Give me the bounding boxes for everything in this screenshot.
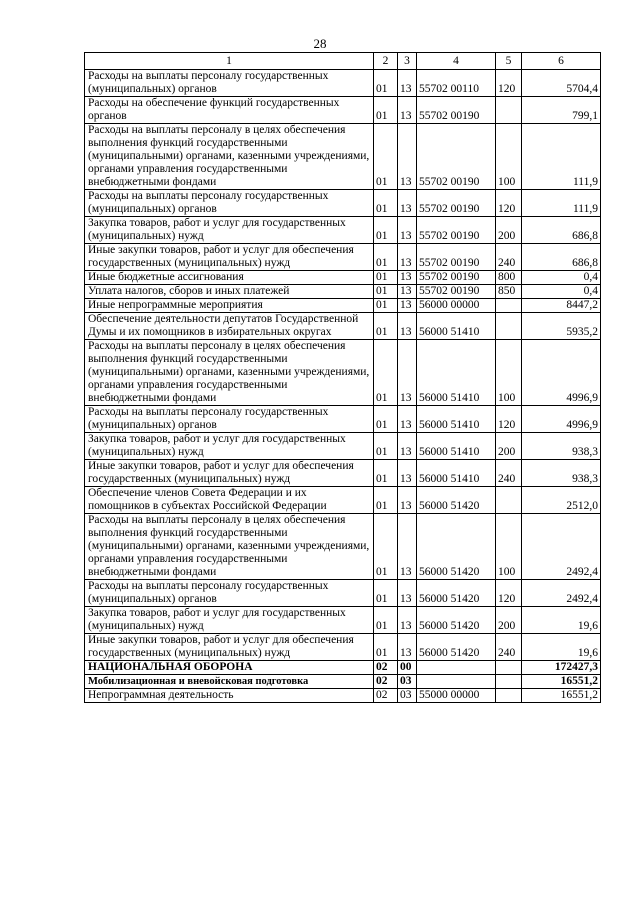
expense-type-code-cell [496, 689, 522, 703]
expense-type-code-cell: 240 [496, 460, 522, 487]
expense-type-code-cell: 100 [496, 124, 522, 190]
amount-cell: 111,9 [522, 190, 601, 217]
item-name-cell: Расходы на выплаты персоналу в целях обеспечения выполнения функций государственными (муниципальными) органами, казенными учреждениями, органами управления государственными внебюджетными фондами [85, 124, 374, 190]
item-name-cell: Мобилизационная и вневойсковая подготовка [85, 675, 374, 689]
target-article-code-cell: 55702 00110 [417, 70, 496, 97]
target-article-code-cell: 56000 51410 [417, 340, 496, 406]
table-row [85, 675, 601, 689]
amount-cell: 2492,4 [522, 580, 601, 607]
section-code-cell: 01 [374, 299, 398, 313]
table-row [85, 340, 601, 406]
subsection-code-cell: 13 [398, 124, 417, 190]
target-article-code-cell: 55702 00190 [417, 124, 496, 190]
subsection-code-cell: 13 [398, 634, 417, 661]
section-code-cell: 01 [374, 244, 398, 271]
table-row [85, 190, 601, 217]
table-row [85, 580, 601, 607]
amount-cell: 0,4 [522, 285, 601, 299]
target-article-code-cell: 56000 51420 [417, 634, 496, 661]
amount-cell: 8447,2 [522, 299, 601, 313]
budget-table [84, 52, 601, 703]
expense-type-code-cell: 120 [496, 580, 522, 607]
table-row [85, 607, 601, 634]
table-row [85, 433, 601, 460]
subsection-code-cell: 13 [398, 340, 417, 406]
page-number: 28 [313, 36, 327, 51]
item-name-cell: Расходы на выплаты персоналу в целях обеспечения выполнения функций государственными (муниципальными) органами, казенными учреждениями, органами управления государственными внебюджетными фондами [85, 514, 374, 580]
table-row [85, 661, 601, 675]
expense-type-code-cell: 200 [496, 607, 522, 634]
item-name-cell: Иные закупки товаров, работ и услуг для обеспечения государственных (муниципальных) нужд [85, 460, 374, 487]
table-header-row [85, 53, 601, 70]
table-row [85, 406, 601, 433]
table-row [85, 271, 601, 285]
section-code-cell: 02 [374, 675, 398, 689]
table-row [85, 460, 601, 487]
item-name-cell: Иные закупки товаров, работ и услуг для обеспечения государственных (муниципальных) нужд [85, 634, 374, 661]
subsection-code-cell: 13 [398, 244, 417, 271]
subsection-code-cell: 00 [398, 661, 417, 675]
section-code-cell: 01 [374, 580, 398, 607]
table-row [85, 124, 601, 190]
target-article-code-cell: 56000 51420 [417, 580, 496, 607]
expense-type-code-cell: 800 [496, 271, 522, 285]
amount-cell: 16551,2 [522, 675, 601, 689]
expense-type-code-cell: 240 [496, 244, 522, 271]
item-name-cell: Закупка товаров, работ и услуг для государственных (муниципальных) нужд [85, 433, 374, 460]
section-code-cell: 01 [374, 313, 398, 340]
item-name-cell: Обеспечение деятельности депутатов Государственной Думы и их помощников в избирательных округах [85, 313, 374, 340]
expense-type-code-cell: 100 [496, 514, 522, 580]
item-name-cell: Закупка товаров, работ и услуг для государственных (муниципальных) нужд [85, 217, 374, 244]
amount-cell: 19,6 [522, 607, 601, 634]
section-code-cell: 01 [374, 460, 398, 487]
target-article-code-cell: 56000 00000 [417, 299, 496, 313]
target-article-code-cell: 55702 00190 [417, 190, 496, 217]
expense-type-code-cell: 120 [496, 406, 522, 433]
expense-type-code-cell: 850 [496, 285, 522, 299]
header-cell-1: 1 [85, 53, 374, 70]
subsection-code-cell: 13 [398, 97, 417, 124]
subsection-code-cell: 03 [398, 689, 417, 703]
header-cell-6: 6 [522, 53, 601, 70]
item-name-cell: Обеспечение членов Совета Федерации и их помощников в субъектах Российской Федерации [85, 487, 374, 514]
section-code-cell: 02 [374, 661, 398, 675]
subsection-code-cell: 13 [398, 285, 417, 299]
target-article-code-cell: 56000 51420 [417, 514, 496, 580]
expense-type-code-cell: 120 [496, 190, 522, 217]
subsection-code-cell: 13 [398, 271, 417, 285]
expense-type-code-cell: 200 [496, 217, 522, 244]
item-name-cell: Иные непрограммные мероприятия [85, 299, 374, 313]
table-row [85, 487, 601, 514]
target-article-code-cell: 55000 00000 [417, 689, 496, 703]
table-row [85, 514, 601, 580]
section-code-cell: 01 [374, 634, 398, 661]
target-article-code-cell: 56000 51410 [417, 460, 496, 487]
amount-cell: 5935,2 [522, 313, 601, 340]
target-article-code-cell: 55702 00190 [417, 97, 496, 124]
subsection-code-cell: 13 [398, 433, 417, 460]
subsection-code-cell: 13 [398, 607, 417, 634]
section-code-cell: 01 [374, 285, 398, 299]
amount-cell: 938,3 [522, 460, 601, 487]
expense-type-code-cell [496, 299, 522, 313]
target-article-code-cell [417, 661, 496, 675]
table-row [85, 97, 601, 124]
expense-type-code-cell: 120 [496, 70, 522, 97]
section-code-cell: 01 [374, 124, 398, 190]
amount-cell: 799,1 [522, 97, 601, 124]
header-cell-3: 3 [398, 53, 417, 70]
target-article-code-cell: 55702 00190 [417, 285, 496, 299]
item-name-cell: Расходы на выплаты персоналу государственных (муниципальных) органов [85, 70, 374, 97]
expense-type-code-cell [496, 97, 522, 124]
expense-type-code-cell: 240 [496, 634, 522, 661]
subsection-code-cell: 03 [398, 675, 417, 689]
subsection-code-cell: 13 [398, 70, 417, 97]
amount-cell: 2492,4 [522, 514, 601, 580]
amount-cell: 4996,9 [522, 340, 601, 406]
section-code-cell: 01 [374, 70, 398, 97]
target-article-code-cell: 55702 00190 [417, 271, 496, 285]
subsection-code-cell: 13 [398, 406, 417, 433]
section-code-cell: 01 [374, 433, 398, 460]
table-row [85, 313, 601, 340]
item-name-cell: Закупка товаров, работ и услуг для государственных (муниципальных) нужд [85, 607, 374, 634]
subsection-code-cell: 13 [398, 487, 417, 514]
amount-cell: 686,8 [522, 217, 601, 244]
target-article-code-cell: 55702 00190 [417, 244, 496, 271]
amount-cell: 5704,4 [522, 70, 601, 97]
subsection-code-cell: 13 [398, 514, 417, 580]
target-article-code-cell: 56000 51410 [417, 406, 496, 433]
expense-type-code-cell [496, 661, 522, 675]
header-cell-4: 4 [417, 53, 496, 70]
expense-type-code-cell [496, 675, 522, 689]
subsection-code-cell: 13 [398, 190, 417, 217]
target-article-code-cell: 56000 51410 [417, 313, 496, 340]
section-code-cell: 01 [374, 340, 398, 406]
target-article-code-cell: 55702 00190 [417, 217, 496, 244]
table-row [85, 217, 601, 244]
section-code-cell: 01 [374, 406, 398, 433]
item-name-cell: Расходы на обеспечение функций государственных органов [85, 97, 374, 124]
item-name-cell: Расходы на выплаты персоналу государственных (муниципальных) органов [85, 406, 374, 433]
subsection-code-cell: 13 [398, 217, 417, 244]
expense-type-code-cell [496, 487, 522, 514]
target-article-code-cell: 56000 51420 [417, 487, 496, 514]
item-name-cell: Непрограммная деятельность [85, 689, 374, 703]
subsection-code-cell: 13 [398, 580, 417, 607]
subsection-code-cell: 13 [398, 313, 417, 340]
section-code-cell: 01 [374, 190, 398, 217]
item-name-cell: Расходы на выплаты персоналу государственных (муниципальных) органов [85, 190, 374, 217]
target-article-code-cell: 56000 51420 [417, 607, 496, 634]
target-article-code-cell [417, 675, 496, 689]
amount-cell: 19,6 [522, 634, 601, 661]
item-name-cell: Иные закупки товаров, работ и услуг для обеспечения государственных (муниципальных) нужд [85, 244, 374, 271]
amount-cell: 2512,0 [522, 487, 601, 514]
table-row [85, 70, 601, 97]
amount-cell: 686,8 [522, 244, 601, 271]
amount-cell: 0,4 [522, 271, 601, 285]
item-name-cell: Иные бюджетные ассигнования [85, 271, 374, 285]
section-code-cell: 01 [374, 97, 398, 124]
section-code-cell: 02 [374, 689, 398, 703]
subsection-code-cell: 13 [398, 299, 417, 313]
item-name-cell: Расходы на выплаты персоналу государственных (муниципальных) органов [85, 580, 374, 607]
header-cell-2: 2 [374, 53, 398, 70]
amount-cell: 172427,3 [522, 661, 601, 675]
expense-type-code-cell: 200 [496, 433, 522, 460]
amount-cell: 16551,2 [522, 689, 601, 703]
section-code-cell: 01 [374, 217, 398, 244]
section-code-cell: 01 [374, 514, 398, 580]
target-article-code-cell: 56000 51410 [417, 433, 496, 460]
table-row [85, 689, 601, 703]
item-name-cell: Уплата налогов, сборов и иных платежей [85, 285, 374, 299]
section-code-cell: 01 [374, 271, 398, 285]
item-name-cell: НАЦИОНАЛЬНАЯ ОБОРОНА [85, 661, 374, 675]
amount-cell: 4996,9 [522, 406, 601, 433]
table-row [85, 244, 601, 271]
amount-cell: 111,9 [522, 124, 601, 190]
item-name-cell: Расходы на выплаты персоналу в целях обеспечения выполнения функций государственными (муниципальными) органами, казенными учреждениями, органами управления государственными внебюджетными фондами [85, 340, 374, 406]
expense-type-code-cell: 100 [496, 340, 522, 406]
table-row [85, 634, 601, 661]
header-cell-5: 5 [496, 53, 522, 70]
amount-cell: 938,3 [522, 433, 601, 460]
section-code-cell: 01 [374, 487, 398, 514]
table-row [85, 285, 601, 299]
section-code-cell: 01 [374, 607, 398, 634]
expense-type-code-cell [496, 313, 522, 340]
table-row [85, 299, 601, 313]
subsection-code-cell: 13 [398, 460, 417, 487]
